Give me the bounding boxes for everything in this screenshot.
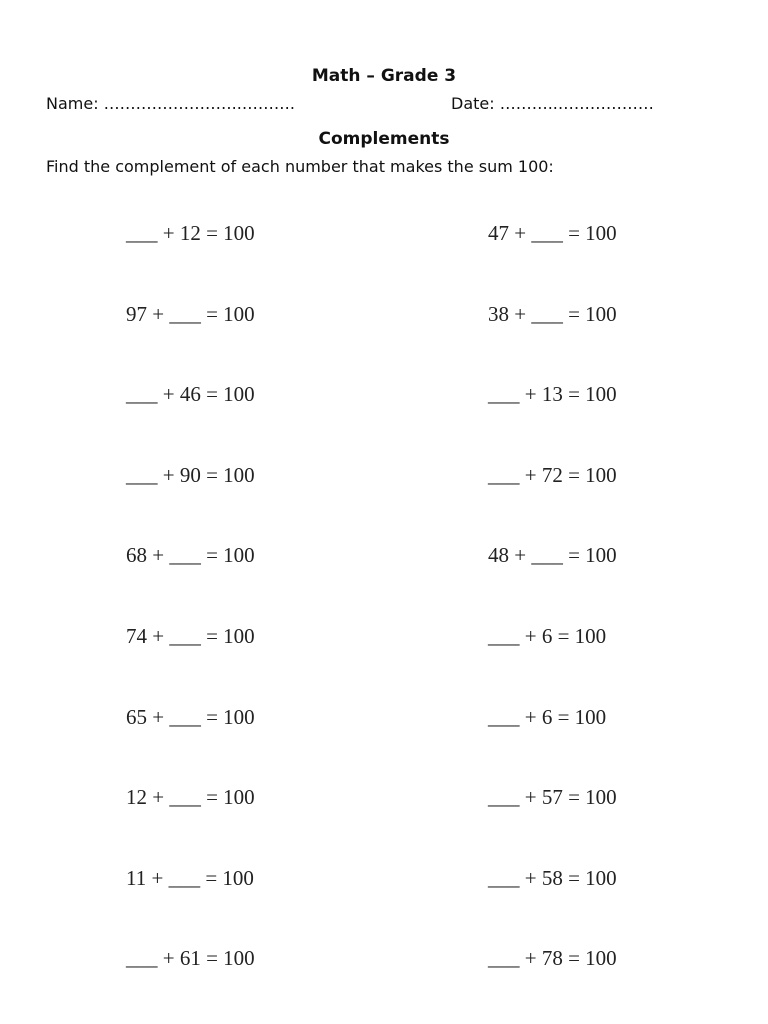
equation: 12 + ___ = 100 <box>126 785 255 810</box>
date-field-line: Date: ………..……………… <box>451 94 654 113</box>
equation: ___ + 58 = 100 <box>488 865 617 890</box>
problem-grid <box>126 213 686 1019</box>
equation: ___ + 6 = 100 <box>488 704 607 729</box>
equation: ___ + 90 = 100 <box>126 462 255 487</box>
equation: ___ + 13 = 100 <box>488 382 617 407</box>
section-title: Complements <box>318 129 450 149</box>
equation: 48 + ___ = 100 <box>488 543 617 568</box>
equation: 47 + ___ = 100 <box>488 221 617 245</box>
equation: 74 + ___ = 100 <box>126 623 255 648</box>
equation: ___ + 57 = 100 <box>488 785 617 810</box>
equation: 68 + ___ = 100 <box>126 543 255 568</box>
equation: 97 + ___ = 100 <box>126 301 255 326</box>
equation: 11 + ___ = 100 <box>126 865 254 890</box>
equation: 38 + ___ = 100 <box>488 301 617 326</box>
equation: ___ + 61 = 100 <box>126 946 255 971</box>
equation: ___ + 46 = 100 <box>126 382 255 407</box>
instruction-text: Find the complement of each number that makes the sum 100: <box>46 157 554 176</box>
equation: 65 + ___ = 100 <box>126 704 255 729</box>
equation: ___ + 12 = 100 <box>126 221 255 245</box>
worksheet-title: Math – Grade 3 <box>311 66 457 86</box>
name-field-line: Name: ……………………..………. <box>46 94 295 113</box>
equation: ___ + 78 = 100 <box>488 946 617 971</box>
equation: ___ + 72 = 100 <box>488 462 617 487</box>
equation: ___ + 6 = 100 <box>488 623 607 648</box>
